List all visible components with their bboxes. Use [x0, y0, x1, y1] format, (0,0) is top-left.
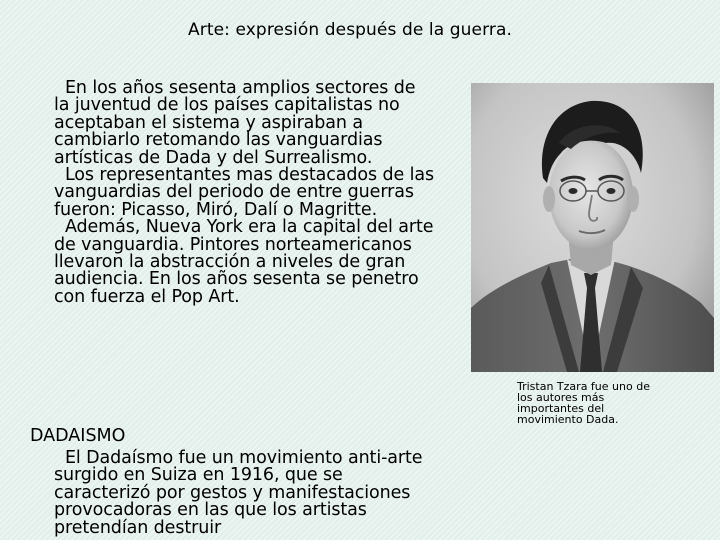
paragraph-2: Los representantes mas destacados de las vanguardias del periodo de entre guerras fueron: Picasso, Miró, Dalí o Magritte. — [54, 165, 435, 220]
section-paragraph: El Dadaísmo fue un movimiento anti-arte surgido en Suiza en 1916, que se caracterizó por gestos y manifestaciones provocadoras en las que los artistas pretendían destruir — [54, 448, 423, 538]
portrait-photo — [471, 83, 714, 372]
slide-title: Arte: expresión después de la guerra. — [188, 20, 512, 40]
section-heading: DADAISMO — [30, 426, 126, 446]
paragraph-1: En los años sesenta amplios sectores de la juventud de los países capitalistas no aceptaban el sistema y aspiraban a cambiarlo retomando las vanguardias artísticas de Dada y del Surrealismo. — [54, 78, 416, 168]
photo-caption: Tristan Tzara fue uno de los autores más importantes del movimiento Dada. — [517, 380, 650, 426]
body-text — [54, 80, 434, 306]
paragraph-3: Además, Nueva York era la capital del arte de vanguardia. Pintores norteamericanos llevaron la abstracción a niveles de gran audiencia. En los años sesenta se penetro con fuerza el Pop Art. — [54, 217, 434, 307]
section-body — [54, 450, 434, 537]
